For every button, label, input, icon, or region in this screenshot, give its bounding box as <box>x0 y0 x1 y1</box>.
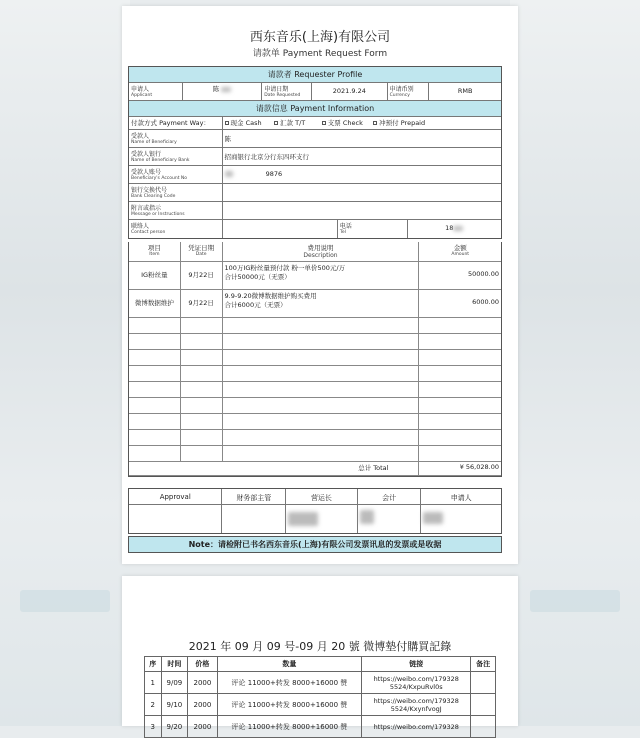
applicant-sign <box>421 505 501 533</box>
finance-label: 财务部主管 <box>222 489 286 504</box>
beneficiary-value: 陈 <box>224 135 232 143</box>
tel-value: 18 <box>408 220 502 238</box>
table-row <box>129 318 501 334</box>
col-qty: 数量 <box>217 657 362 672</box>
table-row <box>129 366 501 382</box>
pay-check-option[interactable]: 支票 Check <box>322 119 363 127</box>
bank-value: 招商银行北京分行东四环支行 <box>224 153 310 161</box>
clearing-label: 银行交换代号 Bank Clearing Code <box>129 184 223 201</box>
row-note <box>471 694 496 716</box>
approval-sign <box>129 505 222 533</box>
items-header <box>129 242 501 262</box>
payway-label: 付款方式 Payment Way： <box>129 117 223 129</box>
item-amount: 50000.00 <box>467 270 499 278</box>
approval-label: Approval <box>129 489 222 504</box>
table-row <box>145 672 496 694</box>
record-header-row <box>145 657 496 672</box>
table-row <box>129 290 501 318</box>
company-title: 西东音乐(上海)有限公司 <box>249 30 391 45</box>
ops-sign <box>286 505 358 533</box>
message-label: 附言或指示 Message or Instructions <box>129 202 223 219</box>
row-link[interactable]: https://weibo.com/179328 5524/KxpuRvl0s <box>362 672 471 694</box>
accounting-label: 会计 <box>358 489 422 504</box>
record-title: 2021 年 09 月 09 号-09 月 20 號 微博墊付購買記錄 <box>188 640 452 653</box>
col-date: 凭证日期 Date <box>181 242 223 261</box>
total-label: 总计 Total <box>129 462 419 475</box>
ops-label: 营运长 <box>286 489 358 504</box>
row-price: 2000 <box>188 672 217 694</box>
applicant-label: 申请人 Applicant <box>129 83 183 100</box>
item-name: IG粉丝量 <box>129 262 181 289</box>
col-link: 链接 <box>362 657 471 672</box>
table-row <box>129 430 501 446</box>
row-note <box>471 716 496 738</box>
row-price: 2000 <box>188 694 217 716</box>
table-row <box>129 350 501 366</box>
row-price: 2000 <box>188 716 217 738</box>
row-no: 1 <box>145 672 162 694</box>
total-row <box>129 462 501 476</box>
form-subtitle: 请款单 Payment Request Form <box>252 49 388 59</box>
col-time: 时间 <box>161 657 188 672</box>
row-date: 9/10 <box>161 694 188 716</box>
table-row <box>129 398 501 414</box>
col-note: 备注 <box>471 657 496 672</box>
pay-cash-option[interactable]: 现金 Cash <box>225 119 262 127</box>
row-qty: 评论 11000+转发 8000+16000 赞 <box>217 694 362 716</box>
pay-tt-option[interactable]: 汇款 T/T <box>274 119 305 127</box>
background-right <box>510 0 640 726</box>
background-left <box>0 0 130 726</box>
row-link[interactable]: https://weibo.com/179328 5524/KxynfvogJ <box>362 694 471 716</box>
pay-prepaid-option[interactable]: 冲预付 Prepaid <box>373 119 425 127</box>
background-bar <box>20 590 110 612</box>
expense-items-table <box>128 242 502 477</box>
payway-options <box>223 117 501 129</box>
table-row <box>129 334 501 350</box>
requester-header: 请款者 Requester Profile <box>129 67 501 82</box>
beneficiary-label: 受款人 Name of Beneficiary <box>129 130 223 147</box>
date-label: 申请日期 Date Requested <box>262 83 312 100</box>
payment-request-form-page <box>122 6 518 564</box>
contact-value <box>223 220 338 238</box>
table-row <box>129 262 501 290</box>
tel-label: 电话 Tel <box>338 220 408 238</box>
contact-label: 联络人 Contact person <box>129 220 223 238</box>
table-row <box>129 414 501 430</box>
item-name: 微博数据维护 <box>129 290 181 317</box>
row-note <box>471 672 496 694</box>
record-table <box>144 656 496 738</box>
background-bar <box>530 590 620 612</box>
item-date: 9月22日 <box>181 262 223 289</box>
table-row <box>145 716 496 738</box>
col-desc: 费用说明 Description <box>223 242 420 261</box>
table-row <box>129 382 501 398</box>
col-price: 价格 <box>188 657 217 672</box>
accounting-sign <box>358 505 422 533</box>
item-desc: 9.9-9.20微博数据维护购买费用 合计6000元（无票） <box>223 290 420 317</box>
applicant-sign-label: 申请人 <box>450 494 472 502</box>
account-value: 9876 <box>223 166 501 183</box>
col-amount: 金额 Amount <box>451 244 470 257</box>
weibo-record-page <box>122 576 518 731</box>
account-label: 受款人账号 Beneficiary's Account No <box>129 166 223 183</box>
col-item: 项目 Item <box>129 242 181 261</box>
row-qty: 评论 11000+转发 8000+16000 赞 <box>217 716 362 738</box>
date-value: 2021.9.24 <box>312 83 388 100</box>
total-value: ¥ 56,028.00 <box>459 463 499 471</box>
table-row <box>129 446 501 462</box>
item-date: 9月22日 <box>181 290 223 317</box>
row-date: 9/20 <box>161 716 188 738</box>
requester-form <box>128 66 502 239</box>
currency-label: 申请币别 Currency <box>388 83 430 100</box>
clearing-value <box>223 184 501 201</box>
table-row <box>145 694 496 716</box>
bank-label: 受款人银行 Name of Beneficiary Bank <box>129 148 223 165</box>
row-date: 9/09 <box>161 672 188 694</box>
row-no: 2 <box>145 694 162 716</box>
finance-sign <box>222 505 286 533</box>
item-amount: 6000.00 <box>472 298 499 306</box>
approval-table <box>128 488 502 534</box>
form-note: Note：请检附已书名西东音乐(上海)有限公司发票讯息的发票或是收据 <box>128 536 502 553</box>
row-link[interactable]: https://weibo.com/179328 <box>362 716 471 738</box>
applicant-value: 陈 <box>183 83 263 100</box>
item-desc: 100万IG粉丝量预付款 粉一单价500元/万 合计50000元（无票） <box>223 262 420 289</box>
message-value <box>223 202 501 219</box>
row-no: 3 <box>145 716 162 738</box>
currency-value: RMB <box>457 87 473 95</box>
payment-header: 请款信息 Payment Information <box>129 101 501 116</box>
row-qty: 评论 11000+转发 8000+16000 赞 <box>217 672 362 694</box>
col-no: 序 <box>145 657 162 672</box>
